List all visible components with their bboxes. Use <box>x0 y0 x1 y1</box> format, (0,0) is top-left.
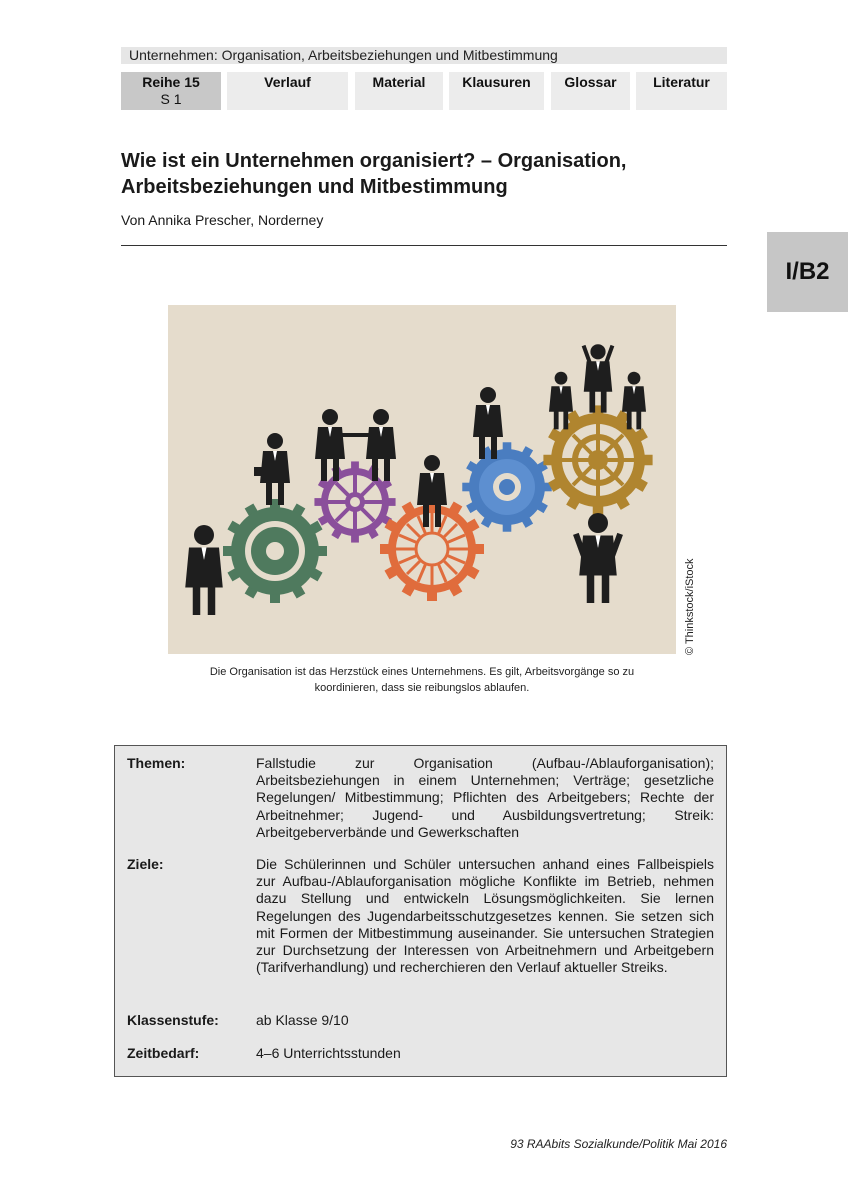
themen-text: Fallstudie zur Organisation (Aufbau-/Ablauforganisation); Arbeitsbeziehungen in einem Unternehmen; Verträge; gesetzliche Regelungen/ Mitbestimmung; Pflichten des Arbeitgebers; Rechte der Arbeitnehmer; Jugend- und Ausbildungsvertretung; Streik: Arbeitgeberverbände und Gewerkschaften <box>256 755 714 840</box>
zeitbedarf-label: Zeitbedarf: <box>127 1045 200 1061</box>
klassenstufe-text: ab Klasse 9/10 <box>256 1012 349 1028</box>
ziele-text: Die Schülerinnen und Schüler untersuchen anhand eines Fallbeispiels zur Aufbau-/Ablauforganisation mögliche Konflikte im Betrieb, nehmen dazu Stellung und entwickeln Lösungsmöglichkeiten. Sie lernen Regelungen des Jugendarbeitsschutzgesetzes kennen. Sie setzen sich mit Formen der Mitbestimmung auseinander. Sie untersuchen Strategien zur Durchsetzung der Interessen von Arbeitnehmern und Arbeitgebern (Tarifverhandlung) und recherchieren den Verlauf aktueller Streiks. <box>256 856 714 976</box>
page-title <box>121 148 741 200</box>
gears-illustration <box>168 305 676 654</box>
image-credit: © Thinkstock/iStock <box>684 558 696 655</box>
author-line: Von Annika Prescher, Norderney <box>121 212 324 228</box>
overview-box <box>114 745 727 1077</box>
reihe-label-box <box>121 72 221 110</box>
caption-line-1: Die Organisation ist das Herzstück eines Unternehmens. Es gilt, Arbeitsvorgänge so zu <box>209 666 635 678</box>
tab-material[interactable]: Material <box>355 72 443 110</box>
caption-line-2: koordinieren, dass sie reibungslos ablaufen. <box>314 682 530 694</box>
series-title-bar: Unternehmen: Organisation, Arbeitsbeziehungen und Mitbestimmung <box>121 47 727 64</box>
reihe-label: Reihe 15 <box>142 74 200 90</box>
tab-literatur[interactable]: Literatur <box>636 72 727 110</box>
zeitbedarf-text: 4–6 Unterrichtsstunden <box>256 1045 401 1061</box>
tab-verlauf[interactable]: Verlauf <box>227 72 348 110</box>
tab-glossar[interactable]: Glossar <box>551 72 630 110</box>
tab-klausuren[interactable]: Klausuren <box>449 72 544 110</box>
klassenstufe-label: Klassenstufe: <box>127 1012 219 1028</box>
page-label: S 1 <box>160 91 182 107</box>
title-divider <box>121 245 727 246</box>
title-line-2: Arbeitsbeziehungen und Mitbestimmung <box>121 176 508 198</box>
publication-footer: 93 RAAbits Sozialkunde/Politik Mai 2016 <box>510 1137 727 1151</box>
title-line-1: Wie ist ein Unternehmen organisiert? – Organisation, <box>121 150 627 172</box>
section-side-tab: I/B2 <box>767 232 848 312</box>
ziele-label: Ziele: <box>127 856 164 872</box>
figure-caption <box>168 664 676 696</box>
themen-label: Themen: <box>127 755 186 771</box>
